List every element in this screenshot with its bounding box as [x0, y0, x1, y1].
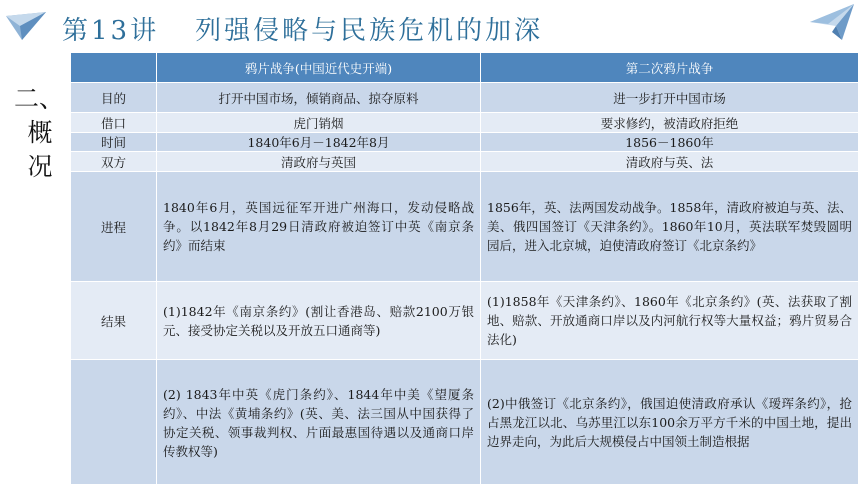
- cell-second-war: (2)中俄签订《北京条约》，俄国迫使清政府承认《瑷珲条约》，抢占黑龙江以北、乌苏里江以东100余万平方千米的中国土地，提出边界走向，为此后大规模侵占中国领土制造根据: [481, 360, 859, 484]
- cell-first-war: 虎门销烟: [157, 113, 481, 133]
- table-row: [71, 282, 859, 360]
- section-char-2: 况: [27, 152, 53, 181]
- lesson-number: 第13讲: [62, 16, 160, 46]
- section-number: 二、: [14, 84, 65, 113]
- section-char-1: 概: [27, 118, 53, 147]
- row-label: 目的: [71, 83, 157, 113]
- header-cell-opium-war: 鸦片战争(中国近代史开端): [157, 53, 481, 83]
- table-row: [71, 83, 859, 113]
- paper-plane-icon-right: [806, 2, 856, 42]
- row-label: 时间: [71, 133, 157, 152]
- comparison-table: [70, 52, 859, 484]
- page-title: [62, 10, 543, 47]
- cell-second-war: 清政府与英、法: [481, 152, 859, 172]
- cell-second-war: 1856－1860年: [481, 133, 859, 152]
- row-label: 双方: [71, 152, 157, 172]
- cell-second-war: (1)1858年《天津条约》、1860年《北京条约》(英、法获取了割地、赔款、开放通商口岸以及内河航行权等大量权益；鸦片贸易合法化): [481, 282, 859, 360]
- cell-second-war: 要求修约，被清政府拒绝: [481, 113, 859, 133]
- table-row: [71, 133, 859, 152]
- section-heading: [14, 82, 66, 184]
- cell-first-war: 打开中国市场，倾销商品、掠夺原料: [157, 83, 481, 113]
- table-row: [71, 152, 859, 172]
- table-header-row: [71, 53, 859, 83]
- cell-second-war: 1856年，英、法两国发动战争。1858年，清政府被迫与英、法、美、俄四国签订《天津条约》。1860年10月，英法联军焚毁圆明园后，进入北京城，迫使清政府签订《北京条约》: [481, 172, 859, 282]
- table-row: [71, 360, 859, 484]
- row-label: 进程: [71, 172, 157, 282]
- table-row: [71, 172, 859, 282]
- cell-first-war: 清政府与英国: [157, 152, 481, 172]
- table-row: [71, 113, 859, 133]
- cell-first-war: (2) 1843年中英《虎门条约》、1844年中美《望厦条约》、中法《黄埔条约》(英、美、法三国从中国获得了协定关税、领事裁判权、片面最惠国待遇以及通商口岸传教权等): [157, 360, 481, 484]
- cell-first-war: 1840年6月－1842年8月: [157, 133, 481, 152]
- cell-first-war: (1)1842年《南京条约》(割让香港岛、赔款2100万银元、接受协定关税以及开放五口通商等): [157, 282, 481, 360]
- row-label: 借口: [71, 113, 157, 133]
- row-label: [71, 360, 157, 484]
- header-cell-second-opium-war: 第二次鸦片战争: [481, 53, 859, 83]
- lesson-topic: 列强侵略与民族危机的加深: [195, 16, 544, 46]
- cell-second-war: 进一步打开中国市场: [481, 83, 859, 113]
- cell-first-war: 1840年6月，英国远征军开进广州海口，发动侵略战争。以1842年8月29日清政府被迫签订中英《南京条约》而结束: [157, 172, 481, 282]
- row-label: 结果: [71, 282, 157, 360]
- paper-plane-icon-left: [4, 10, 48, 46]
- header-cell-label: [71, 53, 157, 83]
